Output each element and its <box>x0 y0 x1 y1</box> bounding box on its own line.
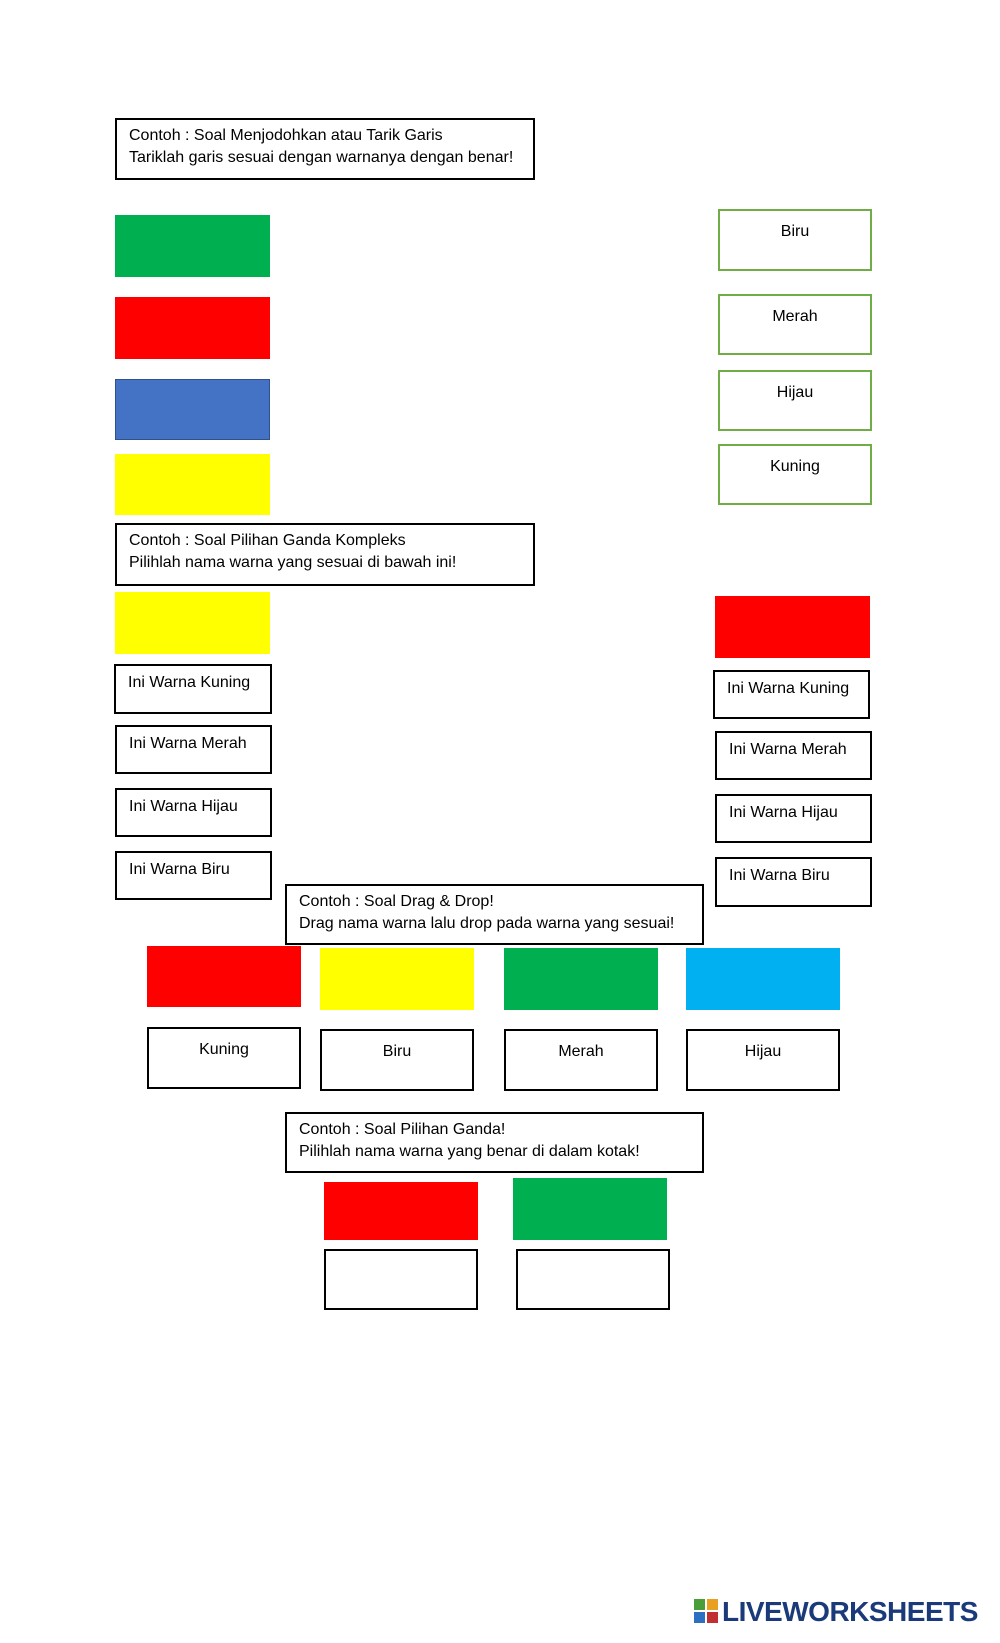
color-swatch-green <box>513 1178 667 1240</box>
choice-hijau-left[interactable]: Ini Warna Hijau <box>115 788 272 837</box>
choice-kuning-left[interactable]: Ini Warna Kuning <box>114 664 272 714</box>
liveworksheets-logo-icon <box>694 1598 718 1630</box>
color-swatch-red <box>715 596 870 658</box>
choice-biru-left[interactable]: Ini Warna Biru <box>115 851 272 900</box>
instruction-box-multiple-choice <box>285 1112 704 1173</box>
liveworksheets-logo-text: LIVEWORKSHEETS <box>722 1596 978 1627</box>
match-label-biru[interactable]: Biru <box>718 209 872 271</box>
drop-target-yellow[interactable] <box>320 948 474 1010</box>
drag-label-biru[interactable]: Biru <box>320 1029 474 1091</box>
match-label-hijau[interactable]: Hijau <box>718 370 872 431</box>
instruction-text: Pilihlah nama warna yang sesuai di bawah ini! <box>129 554 457 571</box>
answer-input-box[interactable] <box>324 1249 478 1310</box>
instruction-box-drag-drop <box>285 884 704 945</box>
color-swatch-yellow[interactable] <box>115 454 270 515</box>
color-swatch-blue[interactable] <box>115 379 270 440</box>
drop-target-light-blue[interactable] <box>686 948 840 1010</box>
color-swatch-red[interactable] <box>115 297 270 359</box>
choice-merah-right[interactable]: Ini Warna Merah <box>715 731 872 780</box>
choice-biru-right[interactable]: Ini Warna Biru <box>715 857 872 907</box>
choice-merah-left[interactable]: Ini Warna Merah <box>115 725 272 774</box>
instruction-box-matching <box>115 118 535 180</box>
liveworksheets-logo <box>694 1596 994 1632</box>
instruction-title: Contoh : Soal Drag & Drop! <box>299 893 494 910</box>
color-swatch-yellow <box>115 592 270 654</box>
instruction-text: Pilihlah nama warna yang benar di dalam kotak! <box>299 1143 640 1160</box>
match-label-kuning[interactable]: Kuning <box>718 444 872 505</box>
color-swatch-red <box>324 1182 478 1240</box>
instruction-text: Drag nama warna lalu drop pada warna yang sesuai! <box>299 915 675 932</box>
instruction-title: Contoh : Soal Pilihan Ganda! <box>299 1121 506 1138</box>
drop-target-red[interactable] <box>147 946 301 1007</box>
answer-input-box[interactable] <box>516 1249 670 1310</box>
color-swatch-green[interactable] <box>115 215 270 277</box>
instruction-title: Contoh : Soal Pilihan Ganda Kompleks <box>129 532 406 549</box>
drag-label-merah[interactable]: Merah <box>504 1029 658 1091</box>
drag-label-kuning[interactable]: Kuning <box>147 1027 301 1089</box>
instruction-box-complex-choice <box>115 523 535 586</box>
choice-kuning-right[interactable]: Ini Warna Kuning <box>713 670 870 719</box>
choice-hijau-right[interactable]: Ini Warna Hijau <box>715 794 872 843</box>
match-label-merah[interactable]: Merah <box>718 294 872 355</box>
drag-label-hijau[interactable]: Hijau <box>686 1029 840 1091</box>
instruction-text: Tariklah garis sesuai dengan warnanya dengan benar! <box>129 149 514 166</box>
drop-target-green[interactable] <box>504 948 658 1010</box>
instruction-title: Contoh : Soal Menjodohkan atau Tarik Garis <box>129 127 443 144</box>
